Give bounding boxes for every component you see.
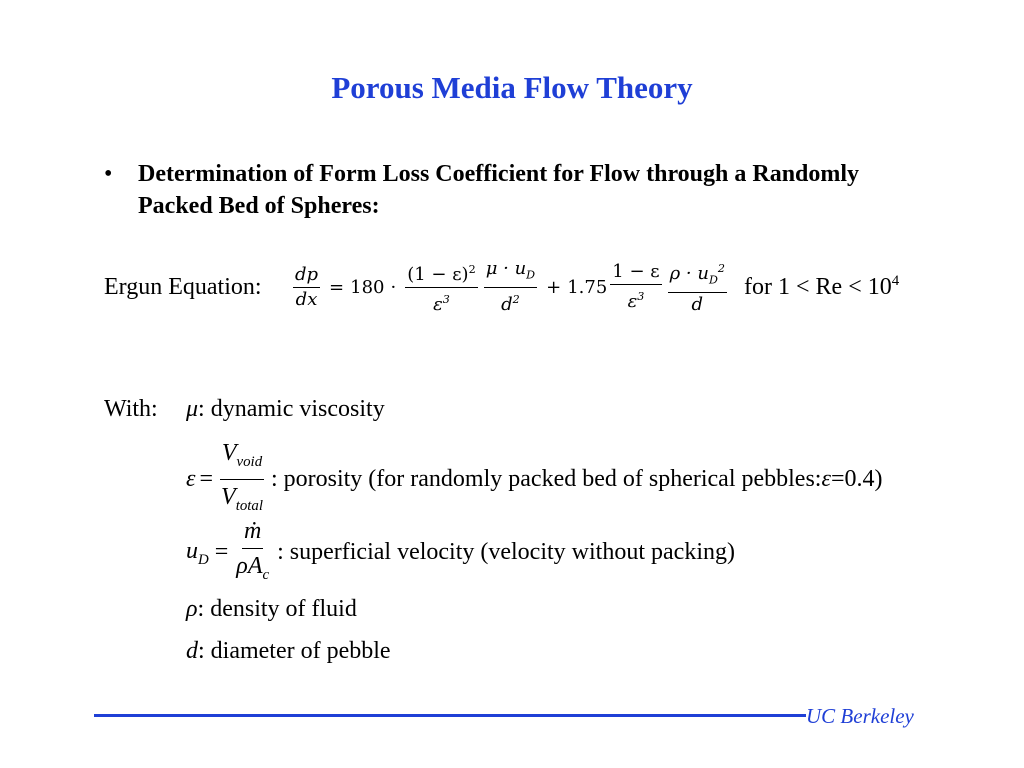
footer-org: UC Berkeley: [806, 704, 914, 728]
porosity-numerator-2: 1 − ε: [610, 260, 661, 285]
slide-title: Porous Media Flow Theory: [331, 70, 693, 105]
rho-text: : density of fluid: [197, 596, 357, 622]
porosity-fraction-2: [610, 260, 661, 314]
coefficient-1-75: 1.75: [567, 276, 608, 298]
viscous-denominator: $d^2$: [501, 293, 520, 316]
bullet-text: Determination of Form Loss Coefficient for Flow through a Randomly Packed Bed of Spheres:: [138, 161, 860, 219]
bullet-point: [104, 158, 904, 222]
plus-sign: +: [546, 276, 562, 298]
velocity-text: : superficial velocity (velocity without packing): [277, 539, 735, 566]
ergun-equation-line: [104, 252, 1004, 322]
reynolds-range: for $1 < Re < 10^4$: [744, 273, 900, 300]
epsilon-symbol: ε: [186, 465, 196, 492]
ergun-equation: [290, 252, 899, 322]
definition-superficial-velocity: [186, 514, 735, 592]
mass-flow-rate: ṁ: [242, 514, 263, 549]
viscous-numerator: $\mu \cdot u_D$: [484, 257, 537, 289]
epsilon-value-symbol: ε: [821, 465, 831, 492]
epsilon-equals: =: [199, 465, 214, 492]
definition-mu: [186, 396, 385, 423]
d-symbol: d: [186, 638, 198, 664]
dx-denominator: dx: [295, 288, 318, 310]
total-volume: $V_{total}$: [221, 483, 263, 514]
porosity-volume-fraction: [219, 436, 265, 523]
viscous-fraction: [484, 257, 537, 318]
bullet-marker: •: [104, 161, 113, 187]
coefficient-180: 180: [350, 276, 385, 298]
inertial-denominator: d: [691, 294, 704, 316]
rho-symbol: ρ: [186, 596, 198, 622]
definition-density: [186, 596, 357, 623]
porosity-numerator-1: $(1 - \varepsilon)^2$: [405, 258, 477, 288]
with-label: With:: [104, 396, 158, 422]
definition-porosity: [186, 436, 882, 523]
definition-diameter: [186, 638, 391, 665]
porosity-denominator-2: $\varepsilon^3$: [627, 290, 645, 312]
dot-operator: ·: [390, 276, 397, 298]
porosity-text: : porosity (for randomly packed bed of spherical pebbles:: [270, 465, 822, 492]
porosity-fraction-1: [405, 258, 477, 317]
ergun-label: Ergun Equation:: [104, 274, 262, 300]
inertial-numerator: $\rho \cdot u_D^2$: [668, 257, 727, 294]
footer-divider: [94, 714, 806, 717]
u-equals: =: [214, 539, 229, 566]
mu-text: : dynamic viscosity: [198, 396, 385, 422]
rho-area: $\rho A_c$: [236, 553, 270, 583]
inertial-fraction: [668, 257, 727, 318]
porosity-denominator-1: $\varepsilon^3$: [433, 292, 450, 315]
void-volume: $V_{void}$: [220, 436, 264, 480]
d-text: : diameter of pebble: [198, 638, 391, 664]
porosity-value: =0.4): [830, 465, 883, 492]
u-symbol: $u_D$: [186, 537, 209, 568]
mu-symbol: μ: [186, 396, 199, 422]
velocity-fraction: [234, 514, 271, 592]
equals-sign: =: [329, 276, 345, 298]
dp-numerator: dp: [293, 263, 320, 288]
dp-dx-fraction: [293, 263, 320, 312]
